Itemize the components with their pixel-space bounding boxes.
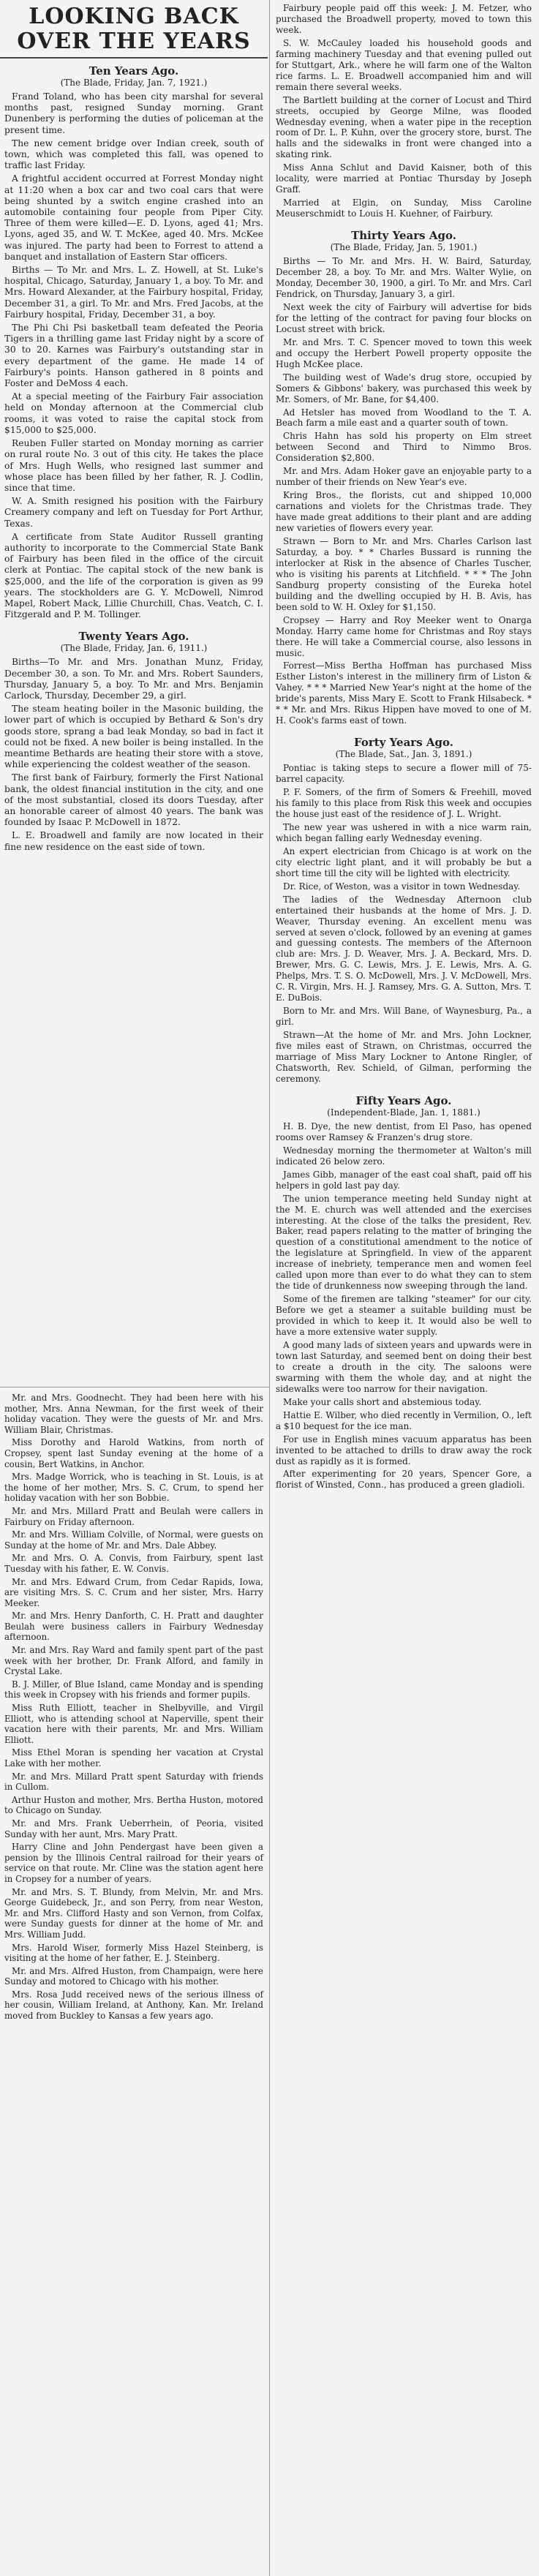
- news-item: Mr. and Mrs. O. A. Convis, from Fairbury, spent last Tuesday with his father, E. W. Convis.: [4, 1553, 263, 1574]
- section-heading: Twenty Years Ago.: [78, 630, 189, 644]
- article-paragraph: Born to Mr. and Mrs. Will Bane, of Waynesburg, Pa., a girl.: [276, 1006, 532, 1028]
- masthead-title-line1: LOOKING BACK: [29, 4, 239, 29]
- news-item: Miss Ethel Moran is spending her vacation at Crystal Lake with her mother.: [4, 1747, 263, 1769]
- news-item: Mrs. Harold Wiser, formerly Miss Hazel Steinberg, is visiting at the home of her father, E. J. Steinberg.: [4, 1942, 263, 1964]
- masthead: [0, 0, 268, 59]
- left-column: [0, 0, 268, 856]
- news-item: Mr. and Mrs. Edward Crum, from Cedar Rapids, Iowa, are visiting Mrs. S. C. Crum and her sister, Mrs. Harry Meeker.: [4, 1576, 263, 1608]
- news-item: Mr. and Mrs. Ray Ward and family spent part of the past week with her brother, Dr. Frank Alford, and family in Crystal Lake.: [4, 1645, 263, 1677]
- article-paragraph: James Gibb, manager of the east coal shaft, paid off his helpers in gold last pay day.: [276, 1169, 532, 1191]
- article-paragraph: Wednesday morning the thermometer at Walton's mill indicated 26 below zero.: [276, 1145, 532, 1167]
- column-divider: [269, 0, 270, 2576]
- article-paragraph: Next week the city of Fairbury will advertise for bids for the letting of the contract for paving four blocks on Locust street with brick.: [276, 301, 532, 334]
- thirty-years-section: [271, 223, 536, 730]
- article-paragraph: Ad Hetsler has moved from Woodland to the T. A. Beach farm a mile east and a quarter south of town.: [276, 407, 532, 429]
- news-item: B. J. Miller, of Blue Island, came Monday and is spending this week in Cropsey with his friends and former pupils.: [4, 1679, 263, 1701]
- section-heading: Fifty Years Ago.: [355, 1093, 452, 1107]
- article-paragraph: A certificate from State Auditor Russell granting authority to incorporate to the Commercial State Bank of Fairbury has been filed in the office of the circuit clerk at Pontiac. The capital stock of the new bank is $25,000, and the life of the corporation is given as 99 years. The stockholders are G. Y. McDowell, Nimrod Mapel, Robert Mack, Lillie Churchill, Chas. Veatch, C. I. Fitzgerald and P. M. Tollinger.: [4, 531, 263, 620]
- filler-paragraph: After experimenting for 20 years, Spencer Gore, a florist of Winsted, Conn., has produced a green gladioli.: [276, 1469, 532, 1491]
- article-paragraph: The Phi Chi Psi basketball team defeated the Peoria Tigers in a thrilling game last Friday night by a score of 30 to 20. Karnes was Fairbury's outstanding star in every department of the game. He made 14 of Fairbury's points. Hanson gathered in 8 points and Foster and DeMoss 4 each.: [4, 323, 263, 389]
- article-paragraph: L. E. Broadwell and family are now located in their fine new residence on the east side of town.: [4, 830, 263, 852]
- article-paragraph: Cropsey — Harry and Roy Meeker went to Onarga Monday. Harry came home for Christmas and Roy stays there. He will take a Commercial course, also lessons in music.: [276, 614, 532, 658]
- article-paragraph: At a special meeting of the Fairbury Fair association held on Monday afternoon at the Commercial club rooms, it was voted to raise the capital stock from $15,000 to $25,000.: [4, 391, 263, 435]
- article-paragraph: The new cement bridge over Indian creek, south of town, which was completed this fall, was opened to traffic last Friday.: [4, 138, 263, 171]
- news-item: Miss Ruth Elliott, teacher in Shelbyville, and Virgil Elliott, who is attending school at Naperville, spent their vacation here with their parents, Mr. and Mrs. William Elliott.: [4, 1703, 263, 1745]
- article-paragraph: Births — To Mr. and Mrs. H. W. Baird, Saturday, December 28, a boy. To Mr. and Mrs. Walter Wylie, on Monday, December 30, 1900, a girl. To Mr. and Mrs. Carl Fendrick, on Thursday, January 3, a girl.: [276, 256, 532, 299]
- news-item: Harry Cline and John Pendergast have been given a pension by the Illinois Central railroad for their years of service on that route. Mr. Cline was the station agent here in Cropsey for a number of years.: [4, 1842, 263, 1884]
- article-paragraph: Some of the firemen are talking "steamer" for our city. Before we get a steamer a suitable building must be provided in which to keep it. It would also be well to have a more extensive water supply.: [276, 1294, 532, 1338]
- article-paragraph: The new year was ushered in with a nice warm rain, which began falling early Wednesday evening.: [276, 821, 532, 843]
- news-item: Mrs. Madge Worrick, who is teaching in St. Louis, is at the home of her mother, Mrs. S. C. Crum, to spend her holiday vacation with her son Bobbie.: [4, 1472, 263, 1504]
- section-heading: Ten Years Ago.: [88, 64, 179, 78]
- article-paragraph: Strawn — Born to Mr. and Mrs. Charles Carlson last Saturday, a boy. * * Charles Bussard is running the interlocker at Risk in the absence of Charles Tuscher, who is visiting his parents at Litchfield. * * * The John Sandburg property consisting of the Eureka hotel building and the dwelling occupied by H. B. Avis, has been sold to W. H. Oxley for $1,150.: [276, 535, 532, 612]
- news-item: Mr. and Mrs. Millard Pratt spent Saturday with friends in Cullom.: [4, 1771, 263, 1793]
- article-paragraph: Mr. and Mrs. T. C. Spencer moved to town this week and occupy the Herbert Powell property opposite the Hugh McKee place.: [276, 336, 532, 369]
- section-dateline: (The Blade, Friday, Jan. 6, 1911.): [60, 643, 208, 654]
- article-paragraph: Kring Bros., the florists, cut and shipped 10,000 carnations and violets for the Christmas trade. They have made great additions to their plant and are adding new varieties of flowers every year.: [276, 490, 532, 534]
- news-item: Mr. and Mrs. Henry Danforth, C. H. Pratt and daughter Beulah were business callers in Fairbury Wednesday afternoon.: [4, 1611, 263, 1643]
- news-item: Mr. and Mrs. Frank Ueberrhein, of Peoria, visited Sunday with her aunt, Mrs. Mary Pratt.: [4, 1818, 263, 1839]
- article-paragraph: Births — To Mr. and Mrs. L. Z. Howell, at St. Luke's hospital, Chicago, Saturday, January 1, a boy. To Mr. and Mrs. Howard Alexander, at the Fairbury hospital, Friday, December 31, a girl. To Mr. and Mrs. Fred Jacobs, at the Fairbury hospital, Friday, December 31, a boy.: [4, 265, 263, 320]
- section-dateline: (The Blade, Sat., Jan. 3, 1891.): [335, 749, 472, 760]
- article-paragraph: Births—To Mr. and Mrs. Jonathan Munz, Friday, December 30, a son. To Mr. and Mrs. Robert Saunders, Thursday, January 5, a boy. To Mr. and Mrs. Benjamin Carlock, Thursday, December 29, a girl.: [4, 657, 263, 701]
- filler-paragraph: Hattie E. Wilber, who died recently in Vermilion, O., left a $10 bequest for the ice man.: [276, 1409, 532, 1431]
- section-heading: Thirty Years Ago.: [351, 229, 456, 243]
- bottom-left-column: [0, 1390, 268, 2025]
- right-column: [271, 0, 536, 1494]
- article-paragraph: Dr. Rice, of Weston, was a visitor in town Wednesday.: [283, 881, 521, 892]
- news-item: Mr. and Mrs. William Colville, of Normal, were guests on Sunday at the home of Mr. and Mrs. Dale Abbey.: [4, 1529, 263, 1551]
- fifty-years-section: [271, 1088, 536, 1495]
- section-dateline: (The Blade, Friday, Jan. 7, 1921.): [60, 78, 208, 88]
- section-dateline: (Independent-Blade, Jan. 1, 1881.): [327, 1107, 480, 1118]
- article-paragraph: The first bank of Fairbury, formerly the First National bank, the oldest financial institution in the city, and one of the most substantial, closed its doors Tuesday, after an honorable career of almost 40 years. The bank was founded by Isaac P. McDowell in 1872.: [4, 772, 263, 828]
- forty-years-section: [271, 730, 536, 1088]
- news-item: Miss Dorothy and Harold Watkins, from north of Cropsey, spent last Sunday evening at the home of a cousin, Bert Watkins, in Anchor.: [4, 1437, 263, 1469]
- cropsey-news-section: [0, 1390, 268, 2025]
- news-item: Mr. and Mrs. S. T. Blundy, from Melvin, Mr. and Mrs. George Guidebeck, Jr., and son Perry, from near Weston, Mr. and Mrs. Clifford Hasty and son Vernon, from Colfax, were Sunday guests for dinner at the home of Mr. and Mrs. William Judd.: [4, 1886, 263, 1940]
- news-item: Mr. and Mrs. Millard Pratt and Beulah were callers in Fairbury on Friday afternoon.: [4, 1505, 263, 1527]
- article-paragraph: The steam heating boiler in the Masonic building, the lower part of which is occupied by Bethard & Son's dry goods store, sprang a bad leak Monday, so bad in fact it could not be fixed. A new boiler is being installed. In the meantime Bethards are heating their store with a stove, while experiencing the coldest weather of the season.: [4, 704, 263, 770]
- article-paragraph: The Bartlett building at the corner of Locust and Third streets, occupied by George Milne, was flooded Wednesday evening, when a water pipe in the reception room of Dr. L. P. Kuhn, over the grocery store, burst. The halls and the sidewalks in front were changed into a skating rink.: [276, 94, 532, 160]
- article-paragraph: W. A. Smith resigned his position with the Fairbury Creamery company and left on Tuesday for Port Arthur, Texas.: [4, 496, 263, 529]
- article-paragraph: The union temperance meeting held Sunday night at the M. E. church was well attended and the exercises interesting. At the close of the talks the president, Rev. Baker, read papers relating to the matter of bringing the question of a constitutional amendment to the notice of the legislature at Springfield. In view of the apparent increase of inebriety, temperance men and women feel called upon more than ever to do what they can to stem the tide of drunkenness now sweeping through the land.: [276, 1193, 532, 1292]
- ten-years-section: [0, 59, 268, 624]
- article-paragraph: Make your calls short and abstemious today.: [283, 1396, 482, 1407]
- news-item: Arthur Huston and mother, Mrs. Bertha Huston, motored to Chicago on Sunday.: [4, 1794, 263, 1816]
- article-paragraph: Married at Elgin, on Sunday, Miss Caroline Meuserschmidt to Louis H. Kuehner, of Fairbury.: [276, 197, 532, 219]
- news-item: Mr. and Mrs. Goodnecht. They had been here with his mother, Mrs. Anna Newman, for the first week of their holiday vacation. They were the guests of Mr. and Mrs. William Blair, Christmas.: [4, 1393, 263, 1435]
- twenty-years-section: [0, 624, 268, 856]
- article-paragraph: The building west of Wade's drug store, occupied by Somers & Gibbons' bakery, was purchased this week by Mr. Somers, of Mr. Bane, for $4,400.: [276, 372, 532, 404]
- article-paragraph: P. F. Somers, of the firm of Somers & Freehill, moved his family to this place from Risk this week and occupies the house just east of the residence of J. L. Wright.: [276, 787, 532, 819]
- news-item: Mrs. Rosa Judd received news of the serious illness of her cousin, William Ireland, at Anthony, Kan. Mr. Ireland moved from Buckley to Kansas a few years ago.: [4, 1989, 263, 2022]
- article-paragraph: H. B. Dye, the new dentist, from El Paso, has opened rooms over Ramsey & Franzen's drug store.: [276, 1121, 532, 1142]
- article-paragraph: A good many lads of sixteen years and upwards were in town last Saturday, and seemed bent on doing their best to create a drouth in the city. The saloons were swarming with them the whole day, and at night the sidewalks were too narrow for their navigation.: [276, 1339, 532, 1394]
- section-heading: Forty Years Ago.: [354, 736, 453, 750]
- article-paragraph: Forrest—Miss Bertha Hoffman has purchased Miss Esther Liston's interest in the millinery firm of Liston & Vahey. * * * Married New Year's night at the home of the bride's parents, Miss Mary E. Scott to Frank Hilsabeck. * * * Mr. and Mrs. Rikus Hippen have moved to one of M. H. Cook's farms east of town.: [276, 660, 532, 726]
- article-paragraph: Mr. and Mrs. Adam Hoker gave an enjoyable party to a number of their friends on New Year's eve.: [276, 466, 532, 488]
- article-paragraph: Chris Hahn has sold his property on Elm street between Second and Third to Nimmo Bros. Consideration $2,800.: [276, 431, 532, 464]
- article-paragraph: S. W. McCauley loaded his household goods and farming machinery Tuesday and that evening pulled out for Stuttgart, Ark., where he will farm one of the Walton rice farms. L. E. Broadwell accompanied him and will remain there several weeks.: [276, 37, 532, 92]
- section-dateline: (The Blade, Friday, Jan. 5, 1901.): [330, 242, 478, 253]
- masthead-title-line2: OVER THE YEARS: [17, 29, 251, 54]
- article-paragraph: The ladies of the Wednesday Afternoon club entertained their husbands at the home of Mrs. J. D. Weaver, Thursday evening. An excellent menu was served at seven o'clock, followed by an evening at games and guessing contests. The members of the Afternoon club are: Mrs. J. D. Weaver, Mrs. J. A. Beckard, Mrs. D. Brewer, Mrs. G. C. Lewis, Mrs. J. E. Lewis, Mrs. A. G. Phelps, Mrs. T. S. O. McDowell, Mrs. J. V. McDowell, Mrs. C. R. Virgin, Mrs. H. J. Ramsey, Mrs. G. A. Sutton, Mrs. T. E. DuBois.: [276, 894, 532, 1003]
- article-paragraph: Reuben Fuller started on Monday morning as carrier on rural route No. 3 out of this city. He takes the place of Mrs. Hugh Wells, who resigned last summer and whose place has been filled by her father, R. J. Codlin, since that time.: [4, 438, 263, 493]
- news-item: Mr. and Mrs. Alfred Huston, from Champaign, were here Sunday and motored to Chicago with his mother.: [4, 1965, 263, 1987]
- article-paragraph: Pontiac is taking steps to secure a flower mill of 75-barrel capacity.: [276, 763, 532, 785]
- article-paragraph: A frightful accident occurred at Forrest Monday night at 11:20 when a box car and two coal cars that were being shunted by a switch engine crashed into an automobile containing four people from Piper City. Three of them were killed—E. D. Lyons, aged 41; Mrs. Lyons, aged 35, and W. T. McKee, aged 40. Mrs. McKee was injured. The party had been to Forrest to attend a banquet and installation of Eastern Star officers.: [4, 173, 263, 262]
- twenty-years-continued: [271, 0, 536, 223]
- article-paragraph: Miss Anna Schlut and David Kaisner, both of this locality, were married at Pontiac Thursday by Joseph Graff.: [276, 162, 532, 195]
- article-paragraph: Strawn—At the home of Mr. and Mrs. John Lockner, five miles east of Strawn, on Christmas, occurred the marriage of Miss Mary Lockner to Antone Ringler, of Chatsworth, Rev. Schield, of Gilman, performing the ceremony.: [276, 1030, 532, 1084]
- filler-paragraph: For use in English mines vacuum apparatus has been invented to be attached to drills to draw away the rock dust as rapidly as it is formed.: [276, 1434, 532, 1466]
- article-paragraph: An expert electrician from Chicago is at work on the city electric light plant, and it will probably be but a short time till the city will be lighted with electricity.: [276, 846, 532, 878]
- article-paragraph: Fairbury people paid off this week: J. M. Fetzer, who purchased the Broadwell property, moved to town this week.: [276, 3, 532, 35]
- article-paragraph: Frand Toland, who has been city marshal for several months past, resigned Sunday morning. Grant Dunenbery is performing the duties of policeman at the present time.: [4, 91, 263, 135]
